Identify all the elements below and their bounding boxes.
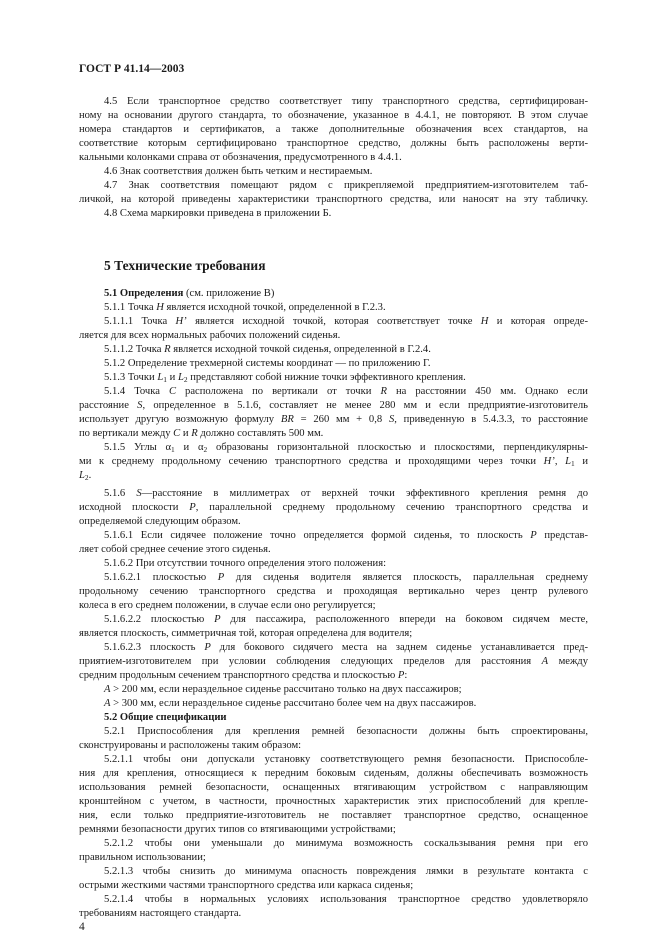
text-line: ния для крепления, относящиеся к передним боковым сиденьям, должны обеспечивать возможность xyxy=(79,768,588,779)
text-line: продольному сечению транспортного средства и проходящая вертикально через центр рулевого xyxy=(79,586,588,597)
text-line: острыми жесткими частями транспортного средства или каркаса сиденья; xyxy=(79,880,414,891)
text-line: 5.1.1 Точка H является исходной точкой, определенной в Г.2.3. xyxy=(104,302,386,313)
text-line: личкой, на которой приведены характеристики транспортного средства, или наносят на эту табличку. xyxy=(79,194,588,205)
text-line: кальными колонками справа от обозначения, предусмотренного в 4.4.1. xyxy=(79,152,402,163)
text-line: исходной плоскости P, параллельной среднему продольному сечению транспортного средства и xyxy=(79,502,588,513)
text-line: 5.1.6.2.2 плоскостью P для пассажира, расположенного впереди на боковом сидячем месте, xyxy=(104,614,589,625)
text-line: приятием-изготовителем при условии соблюдения следующих пределов для расстояния A между xyxy=(79,656,588,667)
text-line: A > 200 мм, если нераздельное сиденье рассчитано только на двух пассажиров; xyxy=(104,684,462,695)
text-line: определяемой следующим образом. xyxy=(79,516,241,527)
text-line: 5.2.1 Приспособления для крепления ремней безопасности должны быть спроектированы, xyxy=(104,726,588,737)
text-line: соответствие которым сертифицировано транспортное средство, должны быть расположены верти- xyxy=(79,138,588,149)
subsection-title: 5.2 Общие спецификации xyxy=(104,712,227,723)
text-line: 5.1.3 Точки $L_1$ и $L_2$ представляют собой нижние точки эффективного крепления. xyxy=(104,372,466,384)
text-line: ремнями безопасности других типов со втягивающими устройствами; xyxy=(79,824,396,835)
text-line: 5.2.1.3 чтобы снизить до минимума опасность повреждения лямки в результате контакта с xyxy=(104,866,588,877)
text-line: 5.1.6.2 При отсутствии точного определения этого положения: xyxy=(104,558,387,569)
text-line: 5.2.1.1 чтобы они допускали установку соответствующего ремня безопасности. Приспособле- xyxy=(104,754,588,765)
text-line: по вертикали между C и R должно составлять 500 мм. xyxy=(79,428,324,439)
text-line: 5.1.6 S—расстояние в миллиметрах от верхней точки эффективного крепления ремня до xyxy=(104,488,588,499)
text-line: расстояние S, определенное в 5.1.6, составляет не менее 280 мм и если предприятие-изготовитель xyxy=(79,400,588,411)
text-line: ляет собой среднее сечение этого сиденья. xyxy=(79,544,271,555)
text-line: 5.1.5 Углы $\alpha_1$ и $\alpha_2$ образованы горизонтальной плоскостью и плоскостями, перпендикулярны- xyxy=(104,442,588,454)
text-line: 5.1.6.2.1 плоскостью P для сиденья водителя является плоскость, параллельная среднему xyxy=(104,572,588,583)
text-line: кронштейном с учетом, в частности, прочностных характеристик этих приспособлений для крепле- xyxy=(79,796,588,807)
text-line: номера стандартов и сертификатов, а также дополнительные обозначения всех стандартов, на xyxy=(79,124,588,135)
text-line: ляется для всех нормальных рабочих положений сиденья. xyxy=(79,330,341,341)
text-line: сконструированы и расположены таким образом: xyxy=(79,740,302,751)
text-line: 4.7 Знак соответствия помещают рядом с прикрепляемой предприятием-изготовителем таб- xyxy=(104,180,588,191)
text-line: 5.2.1.2 чтобы они уменьшали до минимума возможность соскальзывания ремня при его xyxy=(104,838,588,849)
text-line: 5.1.1.2 Точка R является исходной точкой сиденья, определенной в Г.2.4. xyxy=(104,344,431,355)
text-line: 5.1.4 Точка C расположена по вертикали от точки R на расстоянии 450 мм. Однако если xyxy=(104,386,588,397)
text-line: правильном использовании; xyxy=(79,852,206,863)
text-line: 5.2.1.4 чтобы в нормальных условиях использования транспортное средство удовлетворяло xyxy=(104,894,588,905)
text-line: $L_2$. xyxy=(79,470,92,482)
document-header: ГОСТ Р 41.14—2003 xyxy=(79,63,185,75)
page-number: 4 xyxy=(79,921,85,933)
text-line: требованиям настоящего стандарта. xyxy=(79,908,242,919)
text-line: средним продольным сечением транспортного средства и плоскостью P: xyxy=(79,670,408,681)
text-line: 5.1 Определения (см. приложение В) xyxy=(104,288,275,299)
text-line: 5.1.1.1 Точка H’ является исходной точкой, которая соответствует точке H и которая опреде- xyxy=(104,316,588,327)
text-line: колеса в его среднем положении, в случае если оно регулируется; xyxy=(79,600,376,611)
text-line: является плоскость, симметричная той, которая определена для водителя; xyxy=(79,628,413,639)
text-line: ния, если только предприятие-изготовитель не поставляет транспортное средство, оснащенное xyxy=(79,810,588,821)
text-line: использования ремней безопасности, оснащенных втягивающим устройством с направляющим xyxy=(79,782,588,793)
text-line: 4.5 Если транспортное средство соответствует типу транспортного средства, сертифицирован- xyxy=(104,96,588,107)
text-line: 5.1.6.1 Если сидячее положение точно определяется формой сиденья, то плоскость P представ- xyxy=(104,530,588,541)
text-line: ному на основании другого стандарта, то обозначение, указанное в 4.4.1, не повторяют. В этом случае xyxy=(79,110,588,121)
text-line: 4.8 Схема маркировки приведена в приложении Б. xyxy=(104,208,332,219)
text-line: 5.1.2 Определение трехмерной системы координат — по приложению Г. xyxy=(104,358,431,369)
text-line: 4.6 Знак соответствия должен быть четким и нестираемым. xyxy=(104,166,373,177)
text-line: использует другую возможную формулу BR = 260 мм + 0,8 S, приведенную в 5.4.3.3, то расстояние xyxy=(79,414,588,425)
text-line: ми к среднему продольному сечению транспортного средства и проходящими через точки H’, $L_1$ и xyxy=(79,456,589,468)
section-title: 5 Технические требования xyxy=(104,258,266,273)
text-line: 5.1.6.2.3 плоскость P для бокового сидячего места на заднем сиденье устанавливается пред- xyxy=(104,642,588,653)
text-line: A > 300 мм, если нераздельное сиденье рассчитано более чем на двух пассажиров. xyxy=(104,698,477,709)
